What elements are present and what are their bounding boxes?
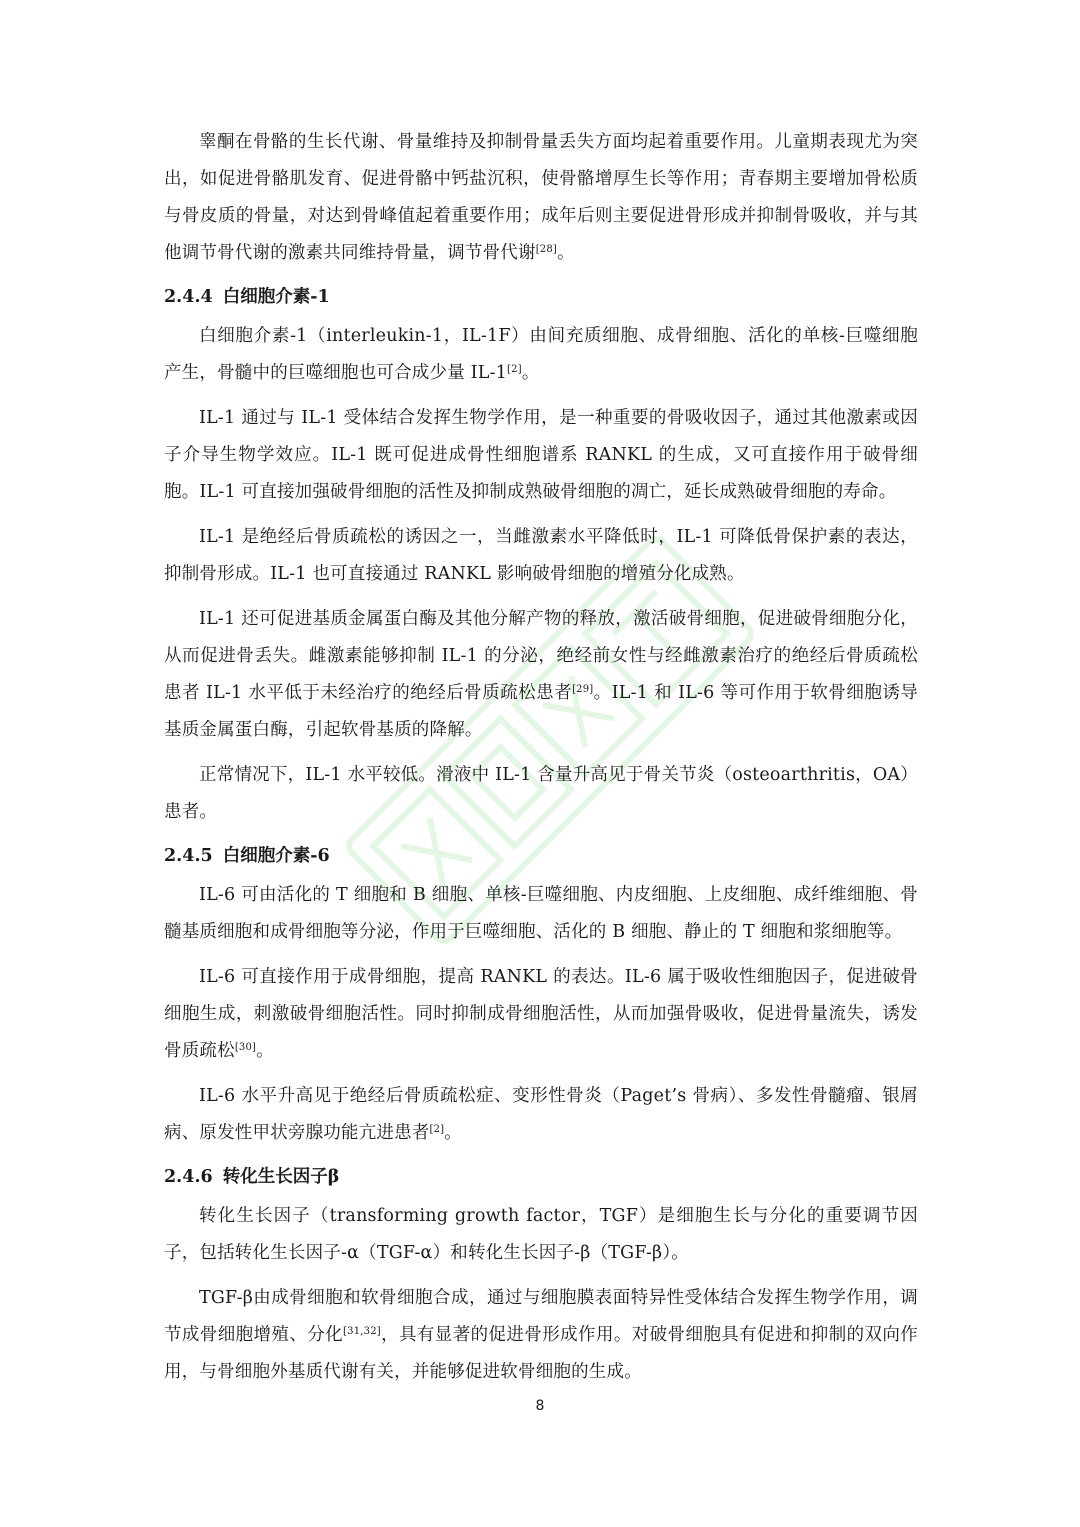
paragraph-tgf-intro: 转化生长因子（transforming growth factor，TGF）是细胞生长与分化的重要调节因子，包括转化生长因子-α（TGF-α）和转化生长因子-β（TGF-β）。 (164, 1206, 918, 1263)
paragraph-il1-function: IL-1 通过与 IL-1 受体结合发挥生物学作用，是一种重要的骨吸收因子，通过其他激素或因子介导生物学效应。IL-1 既可促进成骨性细胞谱系 RANKL 的生成，又可直接作用于破骨细胞。IL-1 可直接加强破骨细胞的活性及抑制成熟破骨细胞的凋亡，延长成熟破骨细胞的寿命。 (164, 408, 918, 502)
citation: [28] (535, 244, 558, 255)
paragraph-il1-osteoclast: IL-1 还可促进基质金属蛋白酶及其他分解产物的释放，激活破骨细胞，促进破骨细胞分化，从而促进骨丢失。雌激素能够抑制 IL-1 的分泌，绝经前女性与经雌激素治疗的绝经后骨质疏松患者 IL-1 水平低于未经治疗的绝经后骨质疏松患者[29]。IL-1 和 IL-6 等可作用于软骨细胞诱导基质金属蛋白酶，引起软骨基质的降解。 (164, 609, 919, 740)
paragraph-il6-source: IL-6 可由活化的 T 细胞和 B 细胞、单核-巨噬细胞、内皮细胞、上皮细胞、成纤维细胞、骨髓基质细胞和成骨细胞等分泌，作用于巨噬细胞、活化的 B 细胞、静止的 T 细胞和浆细胞等。 (164, 885, 918, 942)
citation: [2] (507, 364, 522, 375)
citation: [31,32] (343, 1326, 381, 1337)
paragraph-il1-normal: 正常情况下，IL-1 水平较低。滑液中 IL-1 含量升高见于骨关节炎（osteoarthritis，OA）患者。 (164, 765, 918, 822)
paragraph-il1-intro: 白细胞介素-1（interleukin-1，IL-1F）由间充质细胞、成骨细胞、活化的单核-巨噬细胞产生，骨髓中的巨噬细胞也可合成少量 IL-1[2]。 (164, 326, 918, 383)
section-heading-2-4-6: 2.4.6 转化生长因子β (164, 1167, 340, 1187)
citation: [29] (572, 684, 594, 695)
paragraph-testosterone: 睾酮在骨骼的生长代谢、骨量维持及抑制骨量丢失方面均起着重要作用。儿童期表现尤为突出，如促进骨骼肌发育、促进骨骼中钙盐沉积，使骨骼增厚生长等作用；青春期主要增加骨松质与骨皮质的骨量，对达到骨峰值起着重要作用；成年后则主要促进骨形成并抑制骨吸收，并与其他调节骨代谢的激素共同维持骨量，调节骨代谢[28]。 (164, 132, 918, 263)
paragraph-tgf-beta: TGF-β由成骨细胞和软骨细胞合成，通过与细胞膜表面特异性受体结合发挥生物学作用，调节成骨细胞增殖、分化[31,32]，具有显著的促进骨形成作用。对破骨细胞具有促进和抑制的双向作用，与骨细胞外基质代谢有关，并能够促进软骨细胞的生成。 (164, 1288, 919, 1382)
section-heading-2-4-4: 2.4.4 白细胞介素-1 (164, 287, 330, 307)
paragraph-il6-elevated: IL-6 水平升高见于绝经后骨质疏松症、变形性骨炎（Paget’s 骨病）、多发性骨髓瘤、银屑病、原发性甲状旁腺功能亢进患者[2]。 (164, 1086, 918, 1143)
citation: [30] (234, 1042, 257, 1053)
citation: [2] (429, 1124, 445, 1135)
section-heading-2-4-5: 2.4.5 白细胞介素-6 (164, 846, 330, 866)
document-body (164, 124, 918, 1399)
paragraph-il6-function: IL-6 可直接作用于成骨细胞，提高 RANKL 的表达。IL-6 属于吸收性细胞因子，促进破骨细胞生成，刺激破骨细胞活性。同时抑制成骨细胞活性，从而加强骨吸收，促进骨量流失，诱发骨质疏松[30]。 (164, 967, 918, 1061)
paragraph-il1-postmenopausal: IL-1 是绝经后骨质疏松的诱因之一，当雌激素水平降低时，IL-1 可降低骨保护素的表达，抑制骨形成。IL-1 也可直接通过 RANKL 影响破骨细胞的增殖分化成熟。 (164, 527, 918, 584)
page-number: 8 (535, 1398, 545, 1414)
